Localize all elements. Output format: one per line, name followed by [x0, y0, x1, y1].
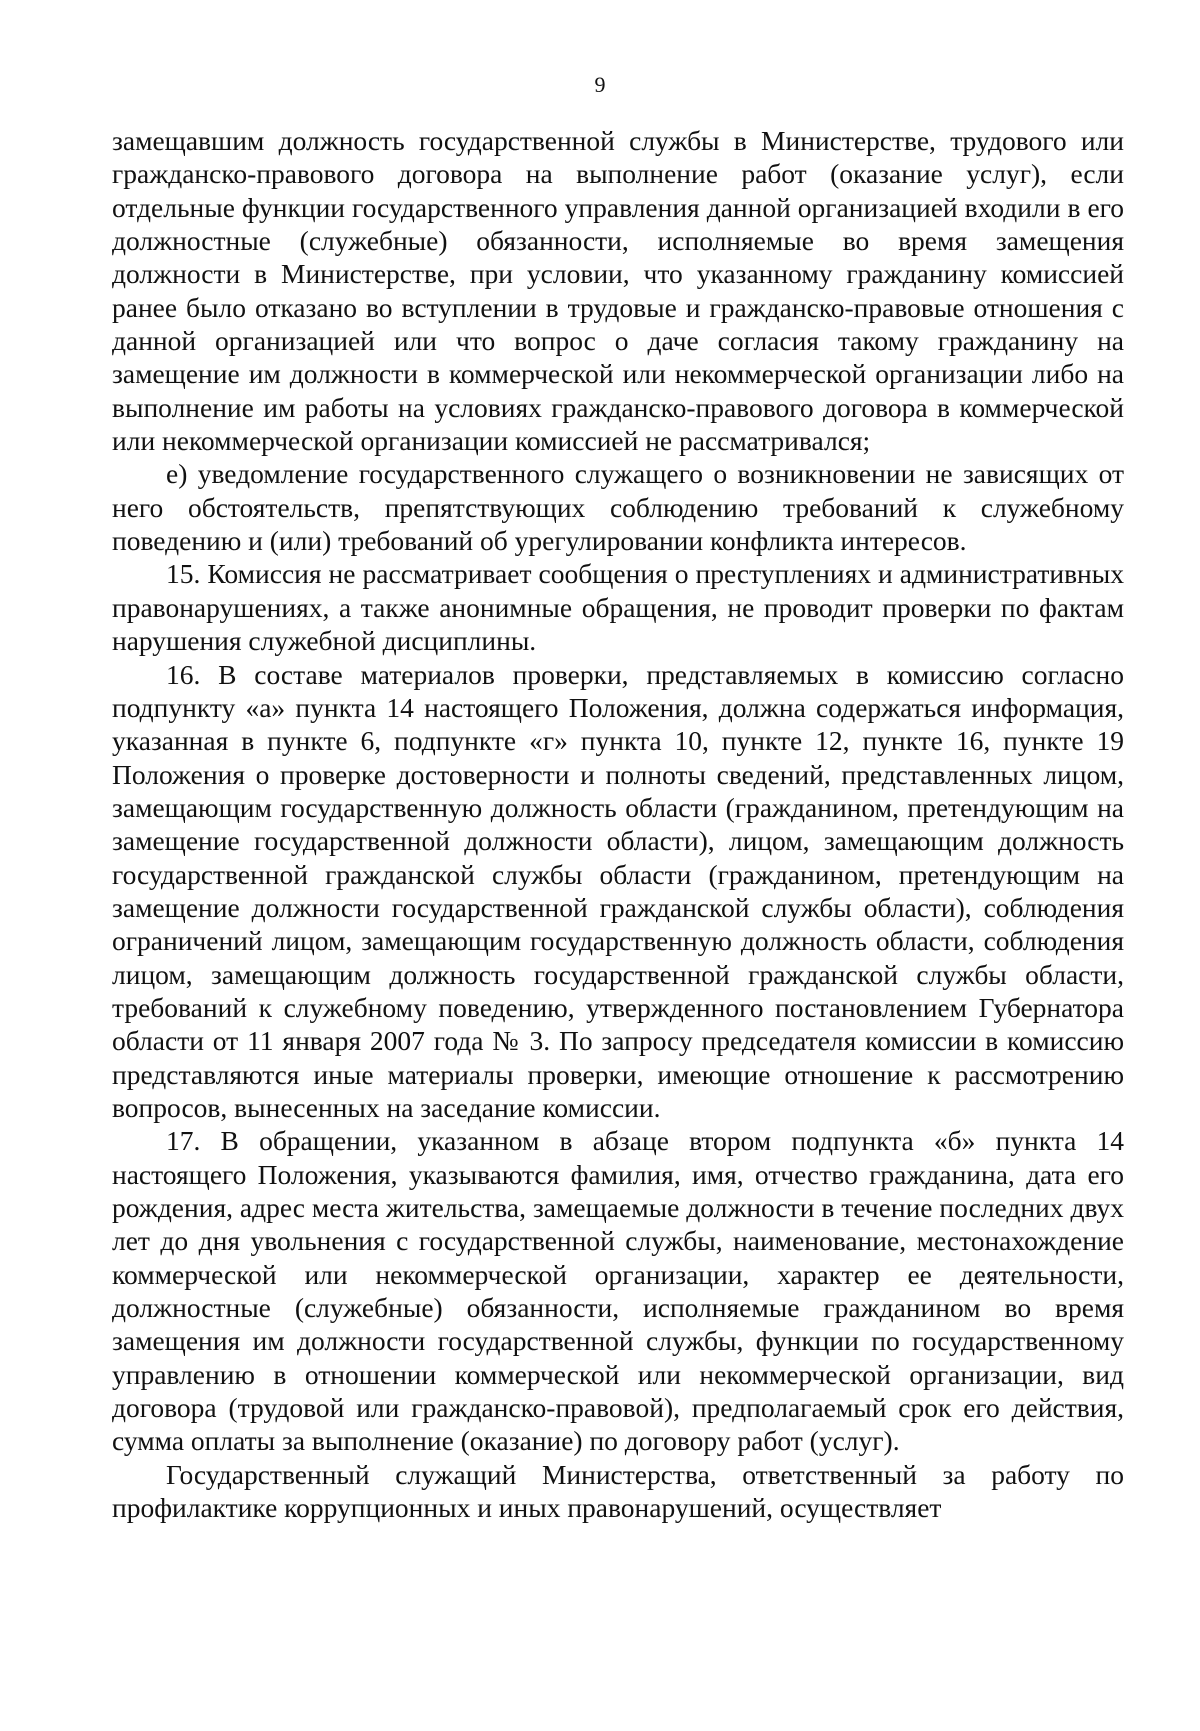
page-number: 9 — [594, 72, 606, 97]
paragraph-continuation: замещавшим должность государственной службы в Министерстве, трудового или гражданско-правового договора на выполнение работ (оказание услуг), если отдельные функции государственного управления данной организацией входили в его должностные (служебные) обязанности, исполняемые во время замещения должности в Министерстве, при условии, что указанному гражданину комиссией ранее было отказано во вступлении в трудовые и гражданско-правовые отношения с данной организацией или что вопрос о даче согласия такому гражданину на замещение им должности в коммерческой или некоммерческой организации либо на выполнение им работы на условиях гражданско-правового договора в коммерческой или некоммерческой организации комиссией не рассматривался; — [112, 125, 1124, 457]
paragraph-item-e: е) уведомление государственного служащего о возникновении не зависящих от него обстоятельств, препятствующих соблюдению требований к служебному поведению и (или) требований об урегулировании конфликта интересов. — [112, 458, 1124, 557]
document-body — [112, 124, 1124, 1524]
paragraph-clause-16: 16. В составе материалов проверки, представляемых в комиссию согласно подпункту «а» пункта 14 настоящего Положения, должна содержаться информация, указанная в пункте 6, подпункте «г» пункта 10, пункте 12, пункте 16, пункте 19 Положения о проверке достоверности и полноты сведений, представленных лицом, замещающим государственную должность области (гражданином, претендующим на замещение государственной должности области), лицом, замещающим должность государственной гражданской службы области (гражданином, претендующим на замещение должности государственной гражданской службы области), соблюдения ограничений лицом, замещающим государственную должность области, соблюдения лицом, замещающим должность государственной гражданской службы области, требований к служебному поведению, утвержденного постановлением Губернатора области от 11 января 2007 года № 3. По запросу председателя комиссии в комиссию представляются иные материалы проверки, имеющие отношение к рассмотрению вопросов, вынесенных на заседание комиссии. — [112, 658, 1124, 1123]
paragraph-clause-15: 15. Комиссия не рассматривает сообщения о преступлениях и административных правонарушениях, а также анонимные обращения, не проводит проверки по фактам нарушения служебной дисциплины. — [112, 558, 1124, 657]
paragraph-clause-17: 17. В обращении, указанном в абзаце втором подпункта «б» пункта 14 настоящего Положения, указываются фамилия, имя, отчество гражданина, дата его рождения, адрес места жительства, замещаемые должности в течение последних двух лет до дня увольнения с государственной службы, наименование, местонахождение коммерческой или некоммерческой организации, характер ее деятельности, должностные (служебные) обязанности, исполняемые гражданином во время замещения им должности государственной службы, функции по государственному управлению в отношении коммерческой или некоммерческой организации, вид договора (трудовой или гражданско-правовой), предполагаемый срок его действия, сумма оплаты за выполнение (оказание) по договору работ (услуг). — [112, 1125, 1124, 1457]
paragraph-final: Государственный служащий Министерства, ответственный за работу по профилактике коррупционных и иных правонарушений, осуществляет — [112, 1458, 1124, 1524]
